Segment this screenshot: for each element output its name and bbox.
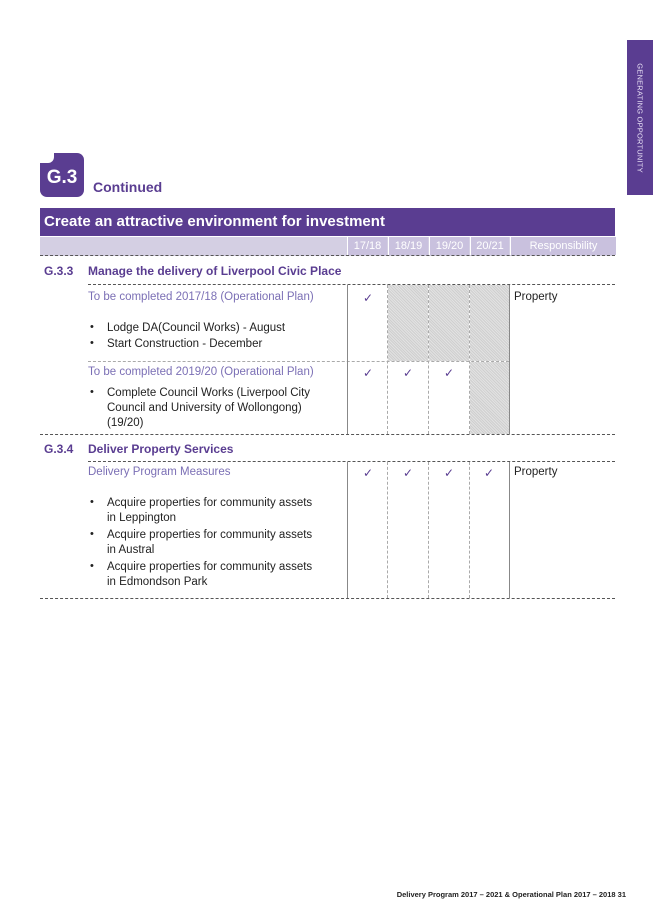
bullet-glyph: •: [90, 528, 94, 540]
side-tab-label: GENERATING OPPORTUNITY: [635, 62, 645, 173]
section-badge: [40, 153, 84, 197]
column-divider: [347, 285, 348, 434]
column-divider: [509, 285, 510, 434]
badge-label: G.3: [46, 167, 78, 188]
column-divider: [387, 285, 388, 434]
section-number: G.3.4: [44, 442, 74, 456]
tick-mark: ✓: [362, 291, 374, 305]
bullet-text: (19/20): [107, 417, 144, 429]
column-divider: [509, 462, 510, 598]
tick-mark: ✓: [443, 366, 455, 380]
bullet-glyph: •: [90, 560, 94, 572]
column-divider: [428, 285, 429, 434]
tick-mark: ✓: [443, 466, 455, 480]
section-number: G.3.3: [44, 264, 74, 278]
table-banner: [40, 208, 615, 236]
bullet-text: in Edmondson Park: [107, 576, 208, 588]
col-header-1718: 17/18: [347, 237, 387, 255]
bullet-glyph: •: [90, 321, 94, 333]
col-header-responsibility: Responsibility: [510, 237, 616, 255]
side-section-tab: [627, 40, 653, 195]
table-bottom-rule: [40, 598, 615, 599]
responsibility-value: Property: [514, 291, 558, 303]
column-header-row: [40, 237, 615, 256]
divider: [88, 284, 615, 285]
bullet-text: Council and University of Wollongong): [107, 402, 302, 414]
section-title: Deliver Property Services: [88, 442, 234, 456]
bullet-glyph: •: [90, 337, 94, 349]
empty-cell-shade: [470, 362, 509, 434]
divider: [88, 361, 509, 362]
bullet-text: Start Construction - December: [107, 338, 263, 350]
group-heading: To be completed 2017/18 (Operational Plan): [88, 291, 314, 303]
bullet-glyph: •: [90, 496, 94, 508]
col-header-2021: 20/21: [470, 237, 509, 255]
tick-mark: ✓: [362, 366, 374, 380]
section-divider: [40, 434, 615, 435]
bullet-text: Complete Council Works (Liverpool City: [107, 387, 311, 399]
bullet-text: Acquire properties for community assets: [107, 561, 313, 573]
group-heading: To be completed 2019/20 (Operational Plan): [88, 366, 314, 378]
empty-cell-shade: [470, 285, 509, 361]
column-divider: [428, 462, 429, 598]
bullet-text: Acquire properties for community assets: [107, 497, 313, 509]
empty-cell-shade: [388, 285, 428, 361]
section-title: Manage the delivery of Liverpool Civic Place: [88, 264, 342, 278]
column-divider: [387, 462, 388, 598]
bullet-text: in Austral: [107, 544, 155, 556]
bullet-text: Acquire properties for community assets: [107, 529, 313, 541]
banner-title: Create an attractive environment for investment: [44, 213, 385, 230]
responsibility-value: Property: [514, 466, 558, 478]
divider: [88, 461, 615, 462]
bullet-text: in Leppington: [107, 512, 177, 524]
page-footer: Delivery Program 2017 – 2021 & Operational Plan 2017 – 2018 31: [396, 890, 626, 899]
bullet-glyph: •: [90, 386, 94, 398]
continued-label: Continued: [93, 179, 163, 195]
column-divider: [469, 285, 470, 434]
group-heading: Delivery Program Measures: [88, 466, 231, 478]
col-header-1920: 19/20: [429, 237, 469, 255]
column-divider: [347, 462, 348, 598]
bullet-text: Lodge DA(Council Works) - August: [107, 322, 286, 334]
column-divider: [469, 462, 470, 598]
empty-cell-shade: [429, 285, 469, 361]
col-header-1819: 18/19: [388, 237, 428, 255]
tick-mark: ✓: [362, 466, 374, 480]
tick-mark: ✓: [483, 466, 495, 480]
tick-mark: ✓: [402, 366, 414, 380]
tick-mark: ✓: [402, 466, 414, 480]
